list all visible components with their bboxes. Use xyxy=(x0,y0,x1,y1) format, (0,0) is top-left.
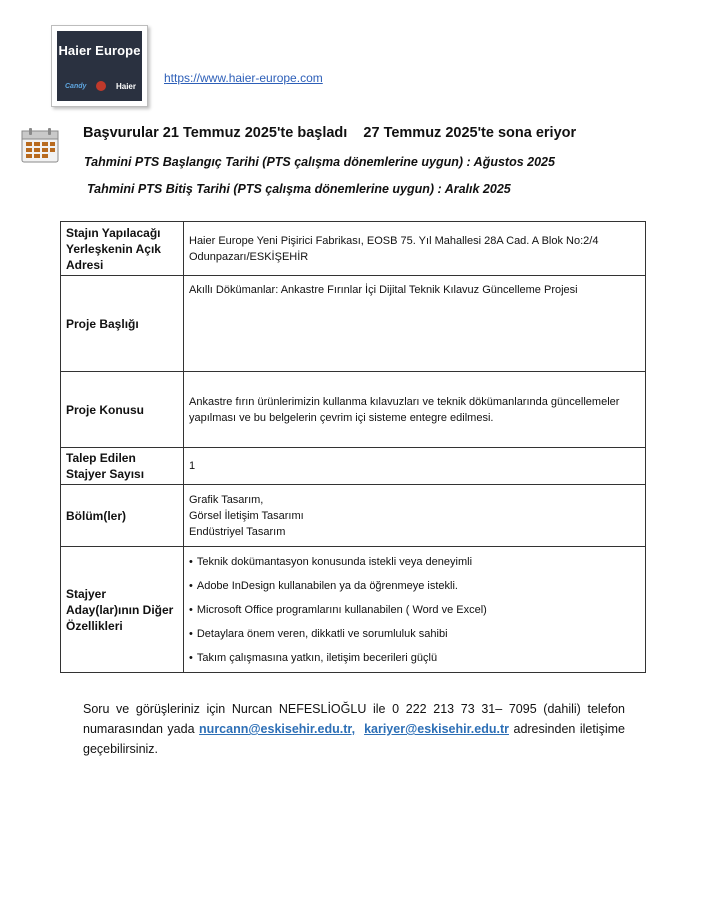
requirements-label: Stajyer Aday(lar)ının Diğer Özellikleri xyxy=(61,547,184,673)
project-topic-label: Proje Konusu xyxy=(61,372,184,448)
address-value: Haier Europe Yeni Pişirici Fabrikası, EOSB 75. Yıl Mahallesi 28A Cad. A Blok No:2/4 Odunpazarı/ESKİŞEHİR xyxy=(184,222,646,276)
table-row xyxy=(61,372,646,448)
estimated-end-date: Tahmini PTS Bitiş Tarihi (PTS çalışma dönemlerine uygun) : Aralık 2025 xyxy=(87,182,511,196)
requirement-item: • Teknik dokümantasyon konusunda istekli veya deneyimli xyxy=(189,550,640,574)
company-website-link[interactable]: https://www.haier-europe.com xyxy=(164,71,323,85)
table-row xyxy=(61,222,646,276)
contact-text: Soru ve görüşleriniz için Nurcan NEFESLİOĞLU ile 0 222 213 73 31– 7095 (dahili) telefon numarasından yada xyxy=(83,702,625,736)
project-title-value: Akıllı Dökümanlar: Ankastre Fırınlar İçi Dijital Teknik Kılavuz Güncelleme Projesi xyxy=(184,276,646,372)
candy-brand-mark: Candy xyxy=(65,82,87,90)
hoover-brand-icon xyxy=(96,81,106,91)
contact-paragraph xyxy=(83,699,625,759)
table-row xyxy=(61,547,646,673)
intern-count-value: 1 xyxy=(184,448,646,485)
address-label: Stajın Yapılacağı Yerleşkenin Açık Adresi xyxy=(61,222,184,276)
departments-label: Bölüm(ler) xyxy=(61,485,184,547)
haier-brand-mark: Haier xyxy=(115,81,136,91)
intern-count-label: Talep Edilen Stajyer Sayısı xyxy=(61,448,184,485)
table-row xyxy=(61,448,646,485)
application-period-heading: Başvurular 21 Temmuz 2025'te başladı 27 Temmuz 2025'te sona eriyor xyxy=(83,125,577,141)
requirement-item: • Adobe InDesign kullanabilen ya da öğrenmeye istekli. xyxy=(189,574,640,598)
table-row xyxy=(61,485,646,547)
department-item: Grafik Tasarım, xyxy=(189,493,264,506)
estimated-start-date: Tahmini PTS Başlangıç Tarihi (PTS çalışma dönemlerine uygun) : Ağustos 2025 xyxy=(84,155,555,169)
email-link-kariyer[interactable]: kariyer@eskisehir.edu.tr xyxy=(364,722,509,736)
departments-value xyxy=(184,485,646,547)
project-title-label: Proje Başlığı xyxy=(61,276,184,372)
logo-title: Haier Europe xyxy=(58,43,141,58)
requirement-item: • Microsoft Office programlarını kullanabilen ( Word ve Excel) xyxy=(189,598,640,622)
email-link-nurcan[interactable]: nurcann@eskisehir.edu.tr, xyxy=(199,722,356,736)
requirement-item: • Takım çalışmasına yatkın, iletişim becerileri güçlü xyxy=(189,646,640,670)
table-row xyxy=(61,276,646,372)
project-topic-value: Ankastre fırın ürünlerimizin kullanma kılavuzları ve teknik dökümanlarında güncellemeler yapılması ve bu belgelerin çevrim içi sisteme entegre edilmesi. xyxy=(184,372,646,448)
department-item: Görsel İletişim Tasarımı xyxy=(189,509,304,522)
contact-text-end: adresinden iletişime geçebilirsiniz. xyxy=(83,722,625,756)
requirement-item: • Detaylara önem veren, dikkatli ve sorumluluk sahibi xyxy=(189,622,640,646)
internship-info-table xyxy=(60,221,646,673)
requirements-list xyxy=(189,550,640,670)
requirements-value xyxy=(184,547,646,673)
department-item: Endüstriyel Tasarım xyxy=(189,525,286,538)
haier-europe-logo xyxy=(51,25,148,107)
calendar-icon xyxy=(21,127,59,163)
